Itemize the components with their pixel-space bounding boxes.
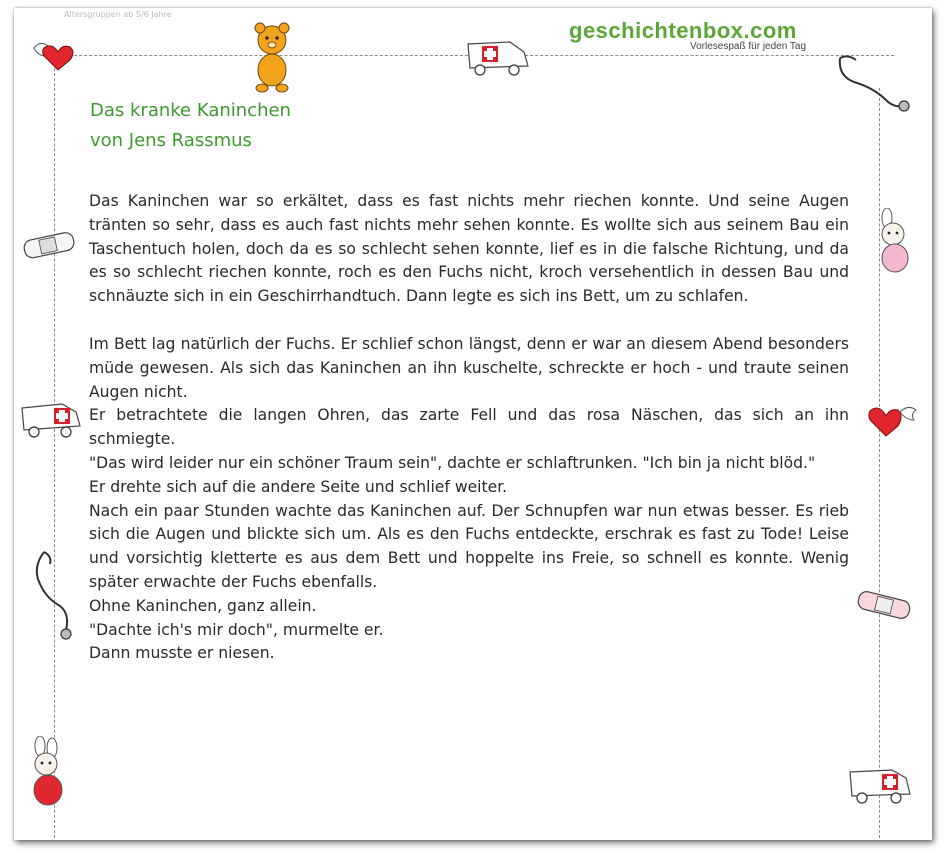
age-group-note: Altersgruppen ab 5/6 Jahre xyxy=(64,10,172,19)
bandage-icon xyxy=(20,228,80,264)
logo-part-box: box xyxy=(702,18,744,43)
author-line: von Jens Rassmus xyxy=(90,130,252,151)
bandage-icon xyxy=(854,586,916,626)
logo-part-geschichten: geschichten xyxy=(569,18,703,43)
ambulance-icon xyxy=(844,760,914,808)
story-title xyxy=(90,96,291,156)
logo-part-com: .com xyxy=(743,18,797,43)
paragraph: Nach ein paar Stunden wachte das Kaninchen auf. Der Schnupfen war nun etwas besser. Es rieb sich die Augen und blickte sich um. Als es den Fuchs entdeckte, erschrak es fast zu Tode! Leise und vorsichtig kletterte es aus dem Bett und hoppelte ins Freie, so schnell es konnte. Wenig später erwachte der Fuchs ebenfalls. xyxy=(89,501,849,591)
paragraph: "Das wird leider nur ein schöner Traum sein", dachte er schlaftrunken. "Ich bin ja nicht blöd." xyxy=(89,453,816,472)
logo-tagline: Vorlesespaß für jeden Tag xyxy=(690,41,807,52)
paragraph: Im Bett lag natürlich der Fuchs. Er schlief schon längst, denn er war an diesem Abend besonders müde gewesen. Als sich das Kaninchen an ihn kuschelte, schreckte er hoch - und traute seinen Augen nicht. xyxy=(89,334,849,401)
teddy-bear-icon xyxy=(244,14,300,98)
story-page xyxy=(14,8,932,840)
story-text xyxy=(89,190,849,666)
border-right xyxy=(879,88,880,838)
stethoscope-icon xyxy=(834,46,914,116)
winged-heart-icon xyxy=(862,396,918,442)
paragraph: "Dachte ich's mir doch", murmelte er. xyxy=(89,620,384,639)
paragraph: Er betrachtete die langen Ohren, das zarte Fell und das rosa Näschen, das sich an ihn schmiegte. xyxy=(89,406,849,449)
paragraph: Ohne Kaninchen, ganz allein. xyxy=(89,596,317,615)
winged-heart-icon xyxy=(30,30,80,76)
ambulance-icon xyxy=(464,34,534,78)
title-line: Das kranke Kaninchen xyxy=(90,100,291,121)
paragraph: Er drehte sich auf die andere Seite und schlief weiter. xyxy=(89,477,508,496)
bunny-icon xyxy=(20,736,76,812)
ambulance-icon xyxy=(18,396,84,440)
bunny-icon xyxy=(869,208,919,278)
border-left xyxy=(54,58,55,838)
paragraph: Dann musste er niesen. xyxy=(89,644,275,663)
stethoscope-icon xyxy=(30,548,80,644)
paragraph: Das Kaninchen war so erkältet, dass es fast nichts mehr riechen konnte. Und seine Augen tränten so sehr, dass es auch fast nichts mehr sehen konnte. Es wollte sich aus seinem Bau ein Taschentuch holen, doch da es so schlecht sehen konnte, lief es in die falsche Richtung, und da es so schlecht riechen konnte, roch es den Fuchs nicht, kroch versehentlich in dessen Bau und schnäuzte sich in ein Geschirrhandtuch. Dann legte es sich ins Bett, um zu schlafen. xyxy=(89,192,849,306)
